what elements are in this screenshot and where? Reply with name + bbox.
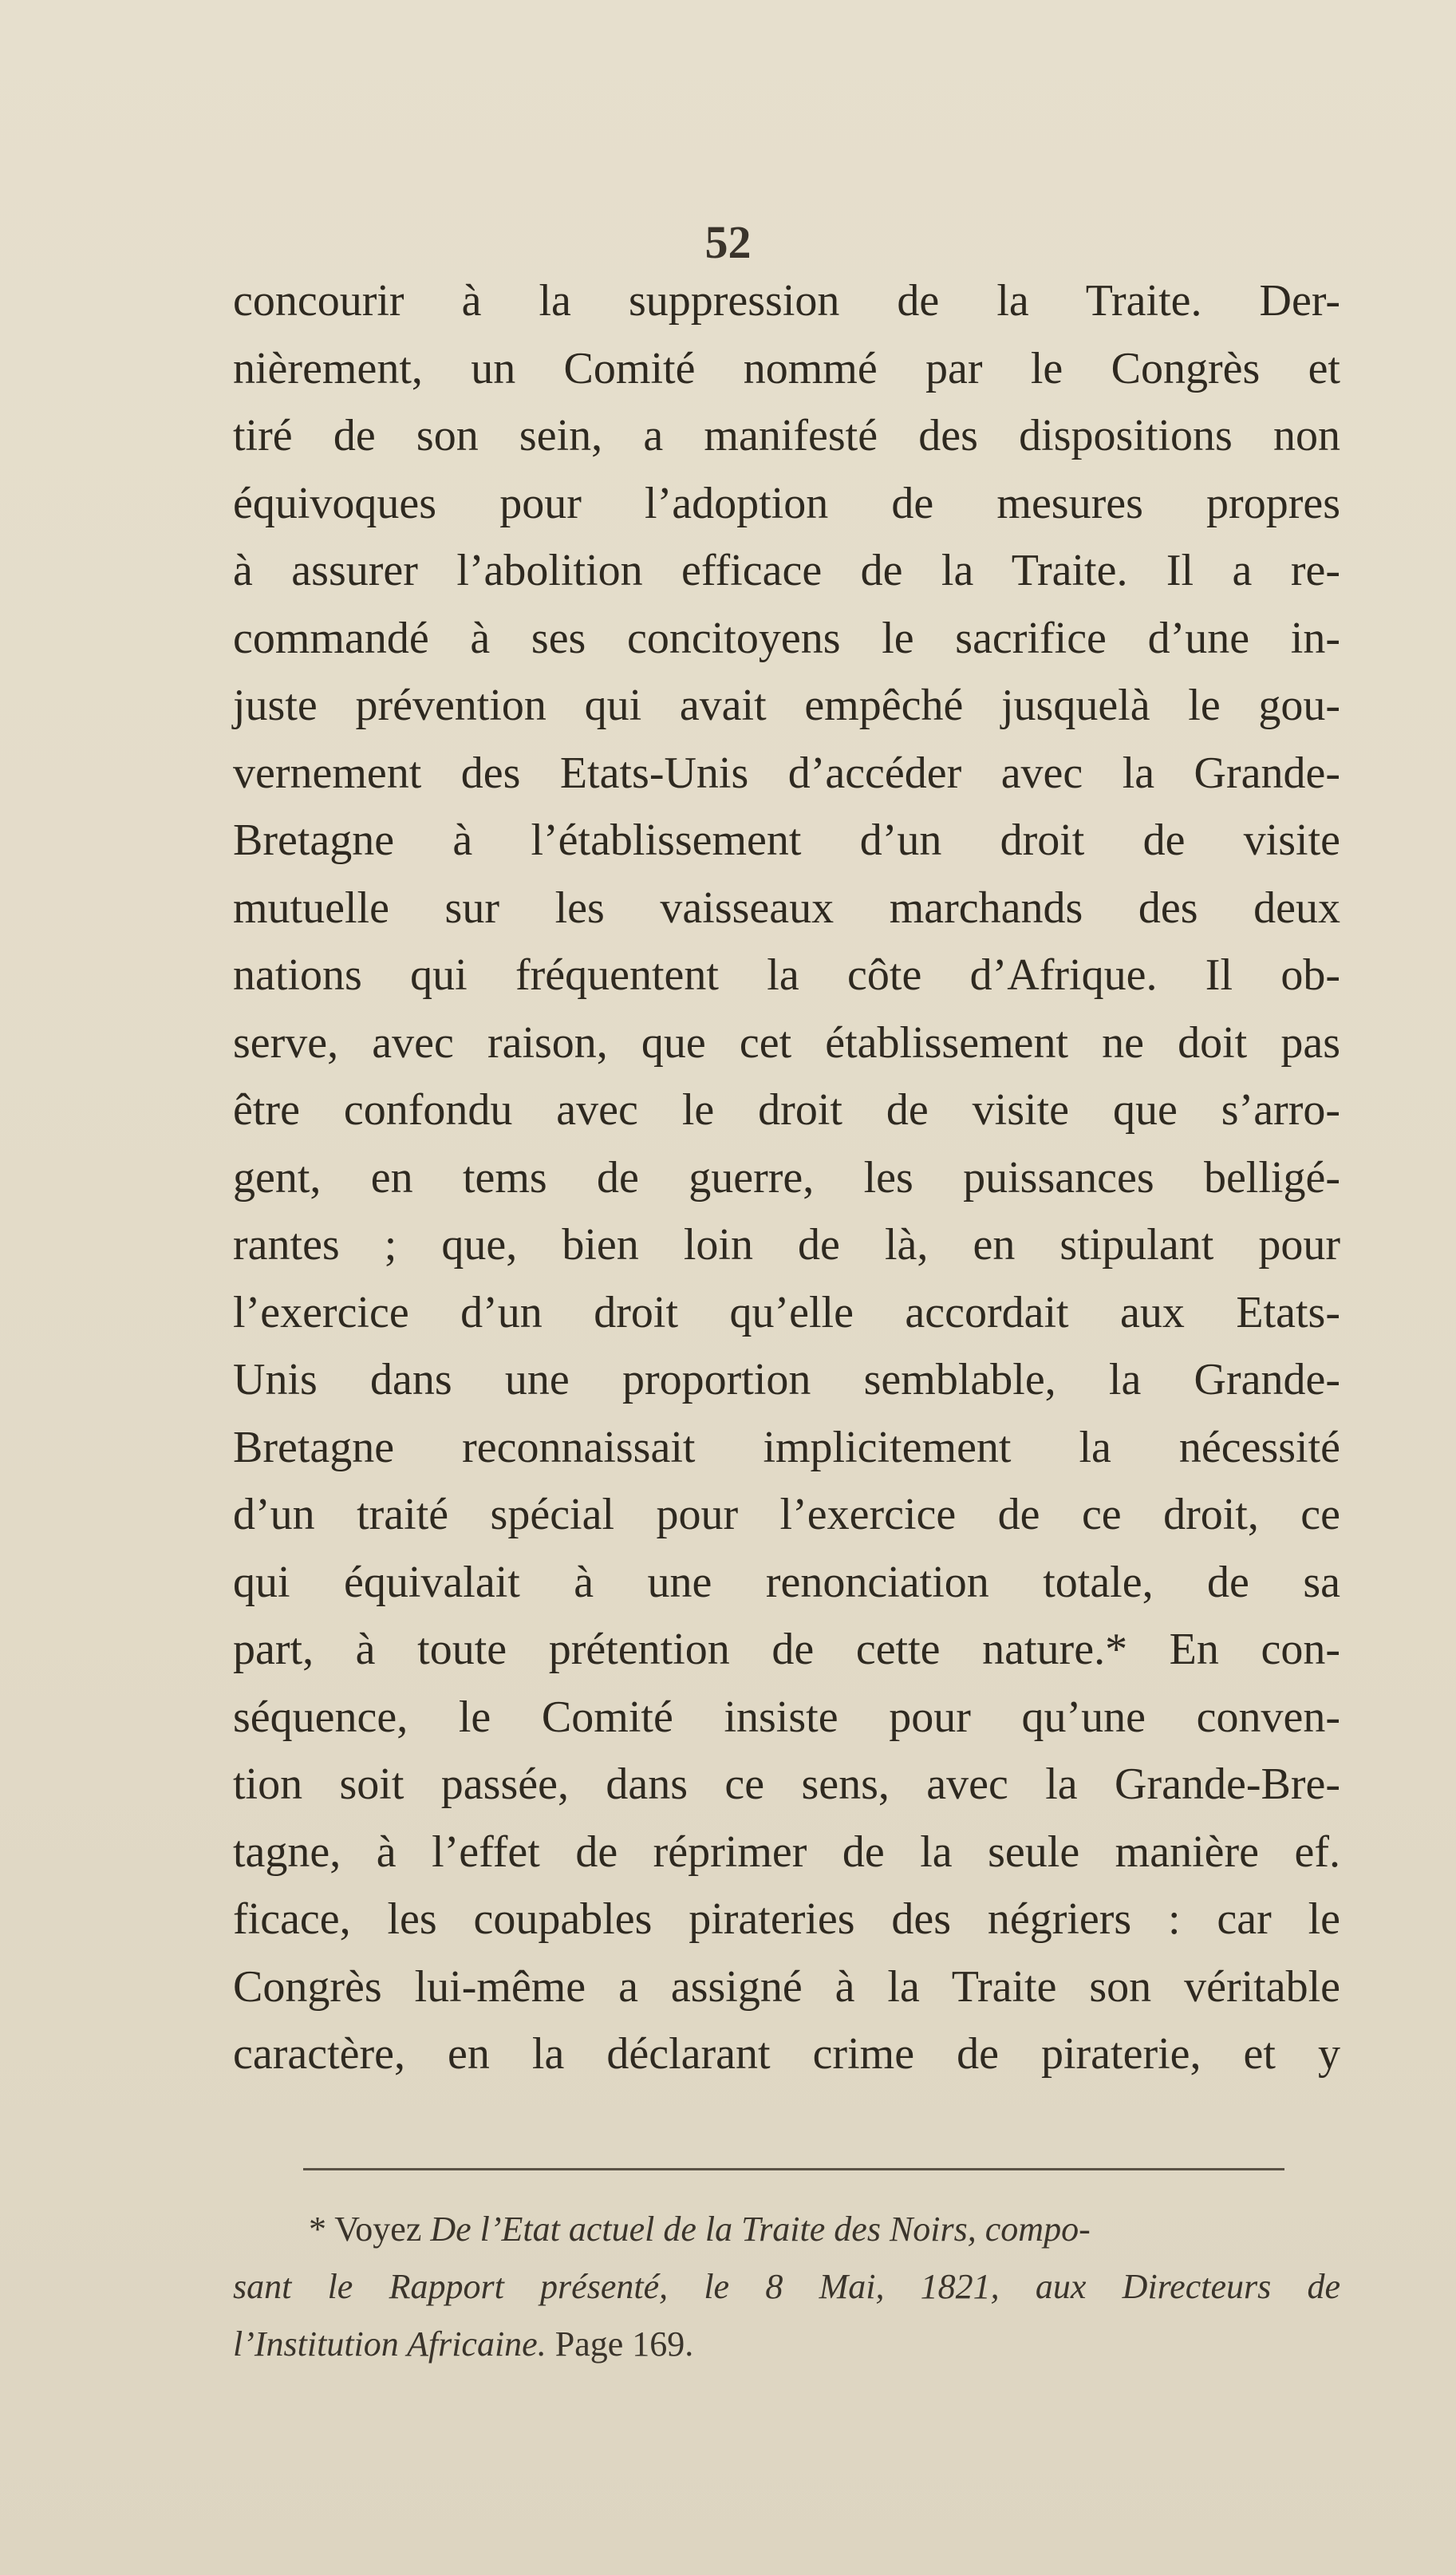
text-line: concourir à la suppression de la Traite. Der- <box>233 276 1340 326</box>
text-line: part, à toute prétention de cette nature.* En con- <box>233 1625 1340 1674</box>
text-line: Bretagne reconnaissait implicitement la nécessité <box>233 1422 1340 1472</box>
text-line: l’exercice d’un droit qu’elle accordait aux Etats- <box>233 1287 1340 1337</box>
text-line: à assurer l’abolition efficace de la Traite. Il a re- <box>233 546 1340 595</box>
text-line: serve, avec raison, que cet établissement ne doit pas <box>233 1017 1340 1068</box>
footnote-page-ref: Page 169. <box>554 2324 694 2364</box>
footnote-marker: * Voyez <box>309 2210 422 2249</box>
text-line: qui équivalait à une renonciation totale, de sa <box>233 1557 1340 1607</box>
footnote-line <box>233 2258 1340 2316</box>
text-line: nations qui fréquentent la côte d’Afrique. Il ob- <box>233 950 1340 1000</box>
text-line: Congrès lui-même a assigné à la Traite son véritable <box>233 1961 1340 2012</box>
footnote-line <box>233 2316 1340 2373</box>
body-text <box>233 267 1340 2088</box>
text-line: rantes ; que, bien loin de là, en stipulant pour <box>233 1220 1340 1270</box>
text-line: Bretagne à l’établissement d’un droit de visite <box>233 816 1340 865</box>
text-line: caractère, en la déclarant crime de piraterie, et y <box>233 2029 1340 2079</box>
footnote <box>233 2201 1340 2373</box>
footnote-text: sant le Rapport présenté, le 8 Mai, 1821, aux Directeurs de <box>233 2267 1340 2306</box>
text-line: commandé à ses concitoyens le sacrifice d’une in- <box>233 613 1340 663</box>
text-line: ficace, les coupables pirateries des négriers : car le <box>233 1894 1340 1944</box>
footnote-divider <box>303 2168 1284 2170</box>
text-line: tion soit passée, dans ce sens, avec la Grande-Bre- <box>233 1759 1340 1809</box>
text-line: d’un traité spécial pour l’exercice de ce droit, ce <box>233 1490 1340 1539</box>
text-line: gent, en tems de guerre, les puissances belligé- <box>233 1152 1340 1203</box>
footnote-line <box>233 2201 1340 2258</box>
text-line: tiré de son sein, a manifesté des dispositions non <box>233 411 1340 460</box>
footnote-title: De l’Etat actuel de la Traite des Noirs, compo- <box>430 2210 1091 2249</box>
text-line: vernement des Etats-Unis d’accéder avec la Grande- <box>233 748 1340 798</box>
footnote-institution: l’Institution Africaine. <box>233 2324 546 2364</box>
text-line: être confondu avec le droit de visite que s’arro- <box>233 1085 1340 1135</box>
text-line: nièrement, un Comité nommé par le Congrès et <box>233 343 1340 393</box>
text-line: Unis dans une proportion semblable, la Grande- <box>233 1355 1340 1404</box>
text-line: séquence, le Comité insiste pour qu’une conven- <box>233 1692 1340 1742</box>
text-line: tagne, à l’effet de réprimer de la seule manière ef. <box>233 1827 1340 1877</box>
text-line: équivoques pour l’adoption de mesures propres <box>233 478 1340 528</box>
page-number: 52 <box>704 216 752 268</box>
text-line: juste prévention qui avait empêché jusquelà le gou- <box>233 681 1340 730</box>
text-line: mutuelle sur les vaisseaux marchands des deux <box>233 883 1340 933</box>
